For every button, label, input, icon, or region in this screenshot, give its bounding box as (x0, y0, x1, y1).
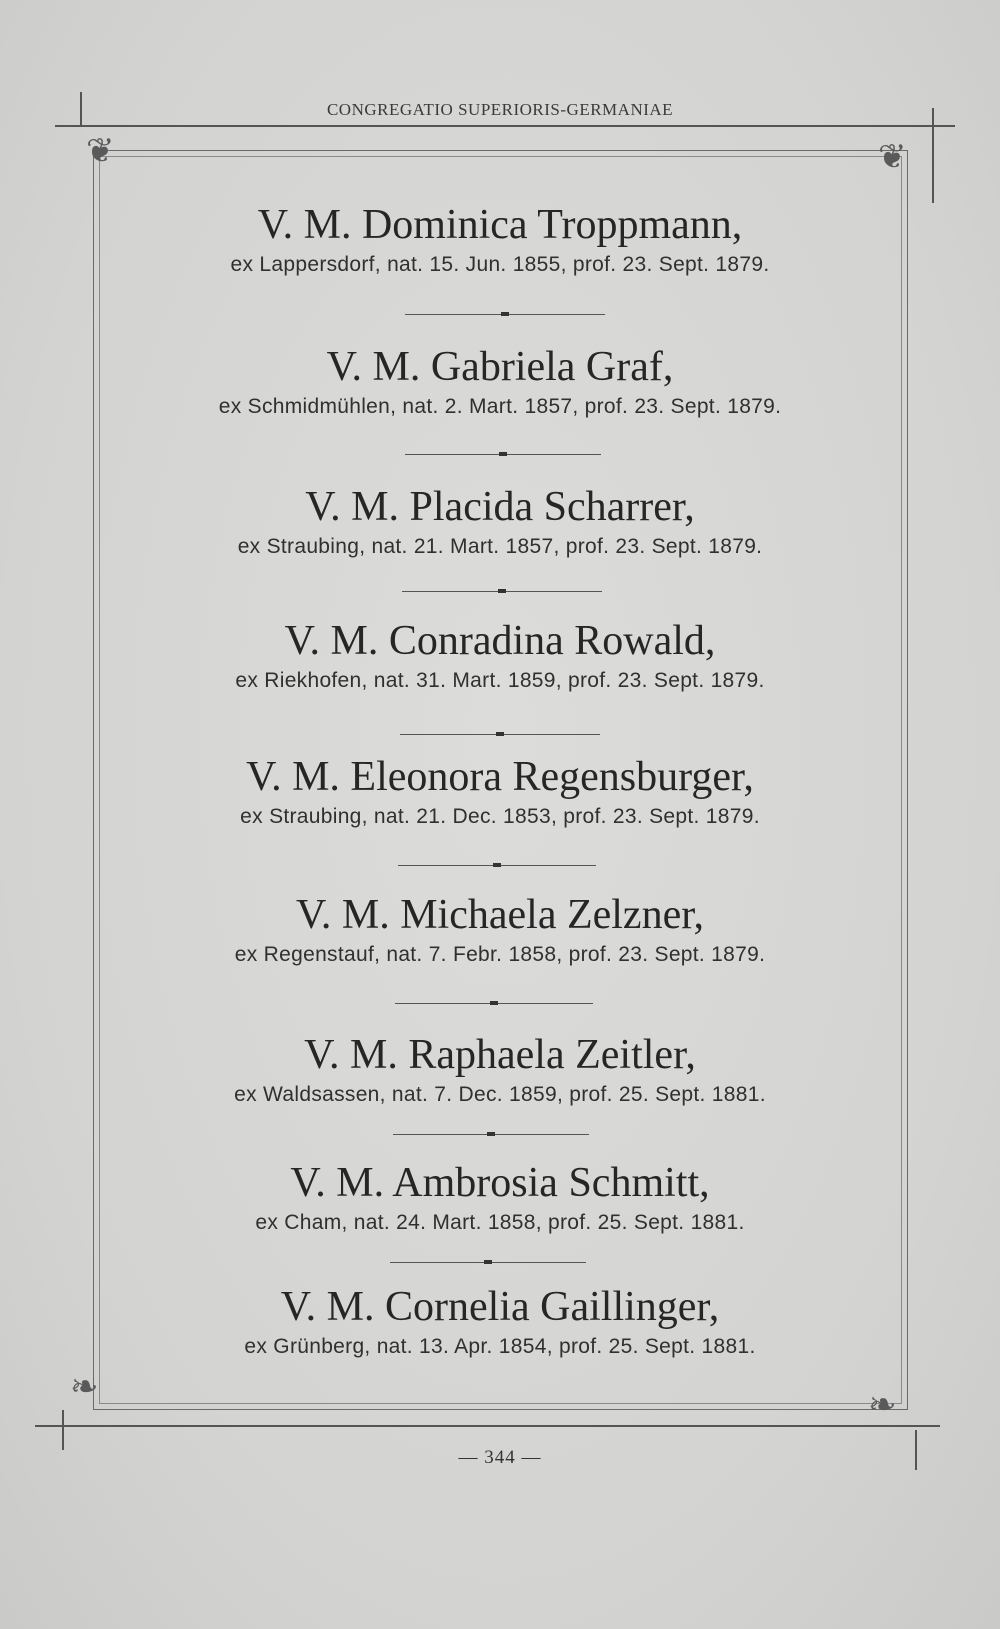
header-rule-left-tick (80, 92, 82, 126)
sister-name: V. M. Eleonora Regensburger, (246, 754, 754, 800)
footer-rule (35, 1425, 940, 1427)
list-item (120, 482, 880, 562)
separator (405, 454, 601, 455)
list-item (120, 200, 880, 280)
separator (400, 734, 600, 735)
sister-name: V. M. Cornelia Gaillinger, (280, 1284, 720, 1330)
page-number: — 344 — (458, 1447, 542, 1468)
sister-name: V. M. Placida Scharrer, (305, 484, 695, 530)
sister-details: ex Riekhofen, nat. 31. Mart. 1859, prof. 23. Sept. 1879. (235, 669, 765, 692)
separator (402, 591, 602, 592)
list-item (120, 616, 880, 696)
separator (405, 314, 605, 315)
sister-name: V. M. Dominica Troppmann, (257, 202, 743, 248)
sister-details: ex Straubing, nat. 21. Dec. 1853, prof. 23. Sept. 1879. (240, 805, 760, 828)
sister-name: V. M. Ambrosia Schmitt, (290, 1160, 710, 1206)
sister-name: V. M. Michaela Zelzner, (295, 892, 705, 938)
footer-rule-left-tick (62, 1410, 64, 1450)
list-item (120, 1158, 880, 1238)
running-header: CONGREGATIO SUPERIORIS-GERMANIAE (326, 100, 674, 119)
header-rule (55, 125, 955, 127)
list-item (120, 1030, 880, 1110)
sister-details: ex Schmidmühlen, nat. 2. Mart. 1857, prof. 23. Sept. 1879. (218, 395, 782, 418)
sister-name: V. M. Conradina Rowald, (284, 618, 716, 664)
sister-details: ex Lappersdorf, nat. 15. Jun. 1855, prof. 23. Sept. 1879. (230, 253, 770, 276)
list-item (120, 752, 880, 832)
list-item (120, 890, 880, 970)
list-item (120, 1282, 880, 1362)
separator (393, 1134, 589, 1135)
sister-details: ex Grünberg, nat. 13. Apr. 1854, prof. 25. Sept. 1881. (244, 1335, 756, 1358)
separator (395, 1003, 593, 1004)
sister-name: V. M. Raphaela Zeitler, (304, 1032, 696, 1078)
separator (390, 1262, 586, 1263)
header-rule-right-tick (932, 108, 934, 203)
separator (398, 865, 596, 866)
sister-details: ex Waldsassen, nat. 7. Dec. 1859, prof. 25. Sept. 1881. (234, 1083, 766, 1106)
sister-name: V. M. Gabriela Graf, (326, 344, 674, 390)
corner-ornament-bottom-right-icon: ❧ (868, 1385, 897, 1425)
corner-ornament-top-right-icon: ❦ (878, 137, 907, 177)
list-item (120, 342, 880, 422)
sister-details: ex Regenstauf, nat. 7. Febr. 1858, prof. 23. Sept. 1879. (234, 943, 766, 966)
corner-ornament-bottom-left-icon: ❧ (70, 1367, 99, 1407)
corner-ornament-top-left-icon: ❦ (86, 131, 115, 171)
sister-details: ex Straubing, nat. 21. Mart. 1857, prof. 23. Sept. 1879. (237, 535, 763, 558)
sister-details: ex Cham, nat. 24. Mart. 1858, prof. 25. Sept. 1881. (255, 1211, 745, 1234)
